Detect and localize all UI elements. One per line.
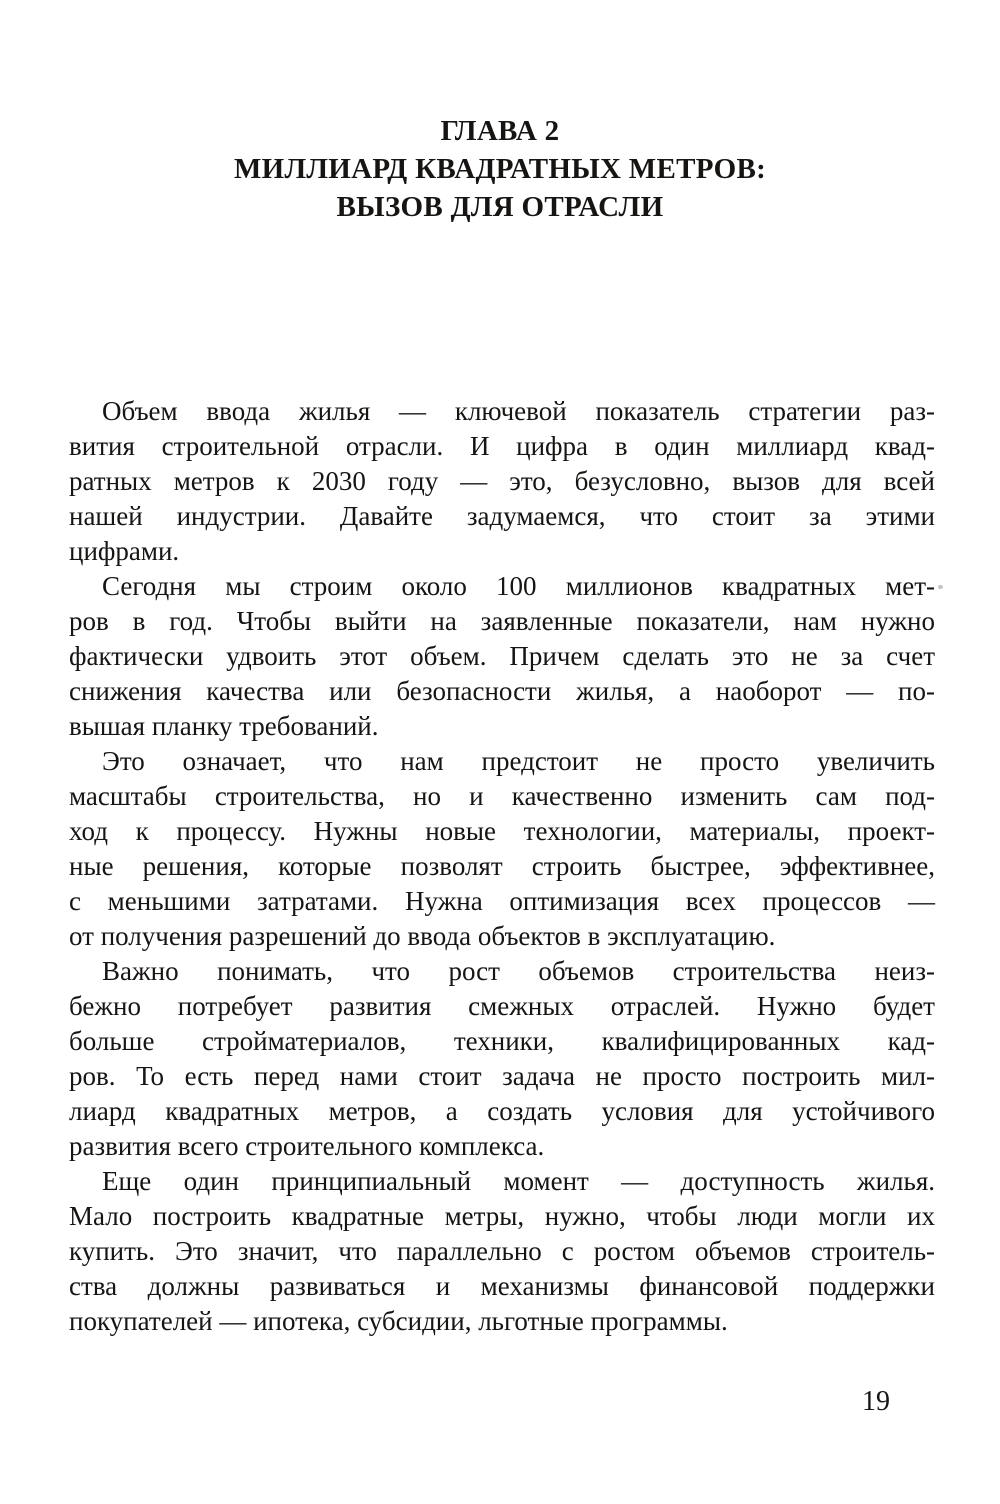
text-line: Важно понимать, что рост объемов строительства неиз- bbox=[102, 956, 935, 986]
text-line: лиард квадратных метров, а создать условия для устойчивого bbox=[69, 1096, 935, 1126]
scan-speck bbox=[938, 585, 943, 589]
text-line: цифрами. bbox=[69, 536, 180, 566]
text-line: от получения разрешений до ввода объектов в эксплуатацию. bbox=[69, 921, 776, 951]
text-line: с меньшими затратами. Нужна оптимизация всех процессов — bbox=[69, 886, 935, 916]
text-line: ров. То есть перед нами стоит задача не просто построить мил- bbox=[69, 1061, 935, 1091]
chapter-label: ГЛАВА 2 bbox=[440, 115, 560, 147]
text-line: Еще один принципиальный момент — доступность жилья. bbox=[102, 1166, 935, 1196]
page-number: 19 bbox=[862, 1386, 890, 1417]
text-line: Мало построить квадратные метры, нужно, чтобы люди могли их bbox=[69, 1201, 935, 1231]
text-line: больше стройматериалов, техники, квалифицированных кад- bbox=[69, 1026, 935, 1056]
chapter-title-line-1: МИЛЛИАРД КВАДРАТНЫХ МЕТРОВ: bbox=[233, 153, 767, 185]
text-line: фактически удвоить этот объем. Причем сделать это не за счет bbox=[69, 641, 935, 671]
paragraph bbox=[69, 744, 935, 954]
text-line: снижения качества или безопасности жилья, а наоборот — по- bbox=[69, 676, 935, 706]
text-line: масштабы строительства, но и качественно изменить сам под- bbox=[69, 781, 935, 811]
text-line: Объем ввода жилья — ключевой показатель стратегии раз- bbox=[102, 396, 935, 426]
text-line: Сегодня мы строим около 100 миллионов квадратных мет- bbox=[102, 571, 935, 601]
text-line: покупателей — ипотека, субсидии, льготные программы. bbox=[69, 1306, 728, 1336]
paragraph bbox=[69, 954, 935, 1164]
text-line: вития строительной отрасли. И цифра в один миллиард квад- bbox=[69, 431, 935, 461]
paragraph bbox=[69, 394, 935, 569]
paragraph bbox=[69, 1164, 935, 1339]
paragraph bbox=[69, 569, 935, 744]
chapter-title-line-2: ВЫЗОВ ДЛЯ ОТРАСЛИ bbox=[336, 191, 664, 223]
chapter-heading bbox=[0, 112, 1000, 226]
text-line: ные решения, которые позволят строить быстрее, эффективнее, bbox=[69, 851, 935, 881]
text-line: бежно потребует развития смежных отраслей. Нужно будет bbox=[69, 991, 935, 1021]
page-body bbox=[69, 394, 935, 1339]
text-line: вышая планку требований. bbox=[69, 711, 379, 741]
text-line: развития всего строительного комплекса. bbox=[69, 1131, 545, 1161]
text-line: нашей индустрии. Давайте задумаемся, что стоит за этими bbox=[69, 501, 935, 531]
text-line: купить. Это значит, что параллельно с ростом объемов строитель- bbox=[69, 1236, 935, 1266]
text-line: ход к процессу. Нужны новые технологии, материалы, проект- bbox=[69, 816, 935, 846]
text-line: Это означает, что нам предстоит не просто увеличить bbox=[102, 746, 935, 776]
text-line: ров в год. Чтобы выйти на заявленные показатели, нам нужно bbox=[69, 606, 935, 636]
text-line: ратных метров к 2030 году — это, безусловно, вызов для всей bbox=[69, 466, 935, 496]
text-line: ства должны развиваться и механизмы финансовой поддержки bbox=[69, 1271, 935, 1301]
